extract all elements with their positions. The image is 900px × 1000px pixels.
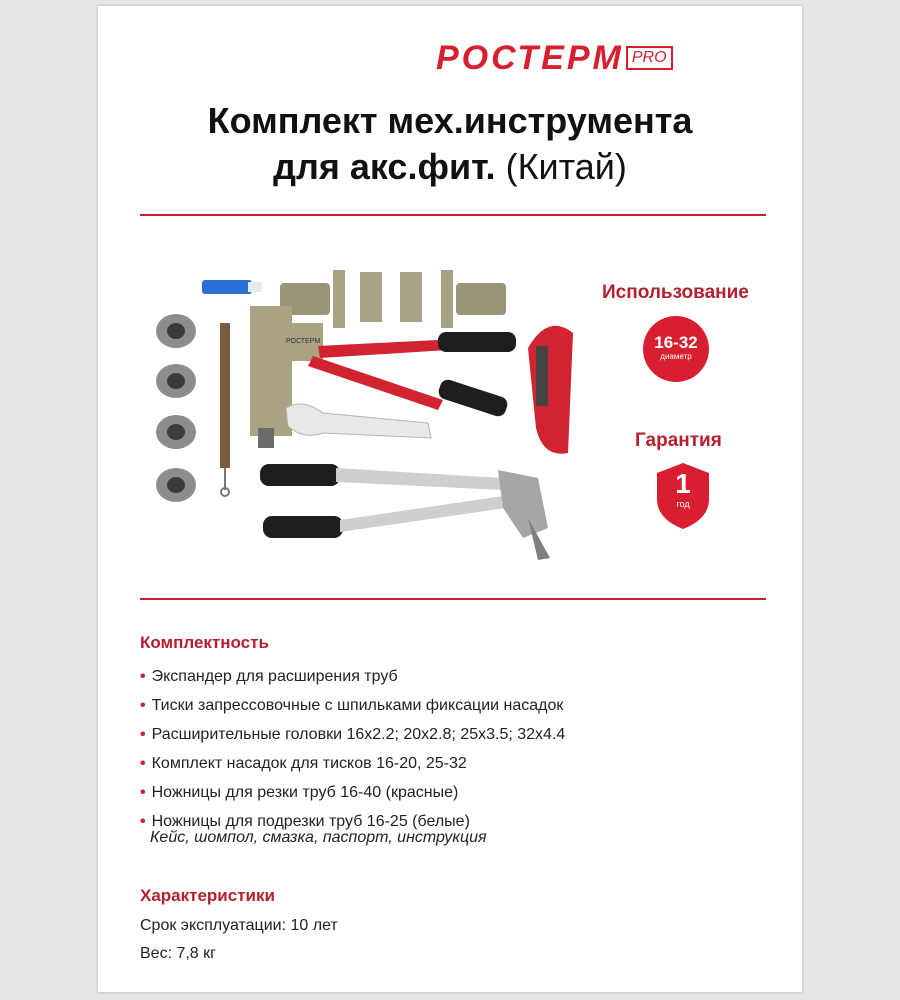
usage-badge bbox=[643, 316, 709, 382]
list-item: • Ножницы для подрезки труб 16-25 (белые) bbox=[140, 813, 470, 830]
warranty-label: Гарантия bbox=[635, 430, 722, 451]
red-pipe-cutter bbox=[528, 326, 573, 454]
tool-marking: РОСТЕРМ bbox=[286, 338, 321, 345]
spec-lifetime: Срок эксплуатации: 10 лет bbox=[140, 917, 338, 934]
brand-name: РОСТЕРМ bbox=[436, 39, 624, 77]
title-line1: Комплект мех.инструмента bbox=[207, 100, 693, 141]
warranty-value: 1 bbox=[675, 468, 691, 499]
lubricant-tube bbox=[202, 280, 262, 294]
product-card bbox=[98, 6, 802, 992]
list-item: • Тиски запрессовочные с шпильками фиксации насадок bbox=[140, 697, 564, 714]
list-item: • Ножницы для резки труб 16-40 (красные) bbox=[140, 784, 459, 801]
spec-weight: Вес: 7,8 кг bbox=[140, 945, 216, 962]
expander-tool bbox=[260, 464, 550, 560]
specs-heading: Характеристики bbox=[140, 886, 275, 905]
list-item: • Экспандер для расширения труб bbox=[140, 668, 398, 685]
title-line2-bold: для акс.фит. bbox=[273, 146, 496, 187]
brand-logo bbox=[436, 38, 673, 78]
kit-list bbox=[140, 662, 565, 836]
kit-note: Кейс, шомпол, смазка, паспорт, инструкция bbox=[150, 829, 487, 846]
kit-heading: Комплектность bbox=[140, 633, 269, 652]
list-item: • Комплект насадок для тисков 16-20, 25-32 bbox=[140, 755, 467, 772]
title-line2-regular: (Китай) bbox=[505, 146, 627, 187]
warranty-unit: год bbox=[676, 499, 690, 509]
brand-suffix: PRO bbox=[626, 46, 673, 70]
list-item: • Расширительные головки 16x2.2; 20x2.8; 25x3.5; 32x4.4 bbox=[140, 726, 566, 743]
expansion-heads bbox=[156, 314, 196, 502]
usage-unit: диаметр bbox=[660, 352, 692, 361]
page-title bbox=[98, 98, 802, 190]
warranty-shield bbox=[653, 461, 713, 531]
title-line2 bbox=[98, 144, 802, 190]
usage-label: Использование bbox=[602, 282, 749, 303]
usage-value: 16-32 bbox=[654, 333, 698, 352]
cleaning-rod bbox=[220, 323, 230, 496]
divider-bottom bbox=[140, 598, 766, 600]
white-pipe-shears bbox=[286, 404, 431, 438]
divider-top bbox=[140, 214, 766, 216]
press-fittings bbox=[280, 270, 506, 328]
